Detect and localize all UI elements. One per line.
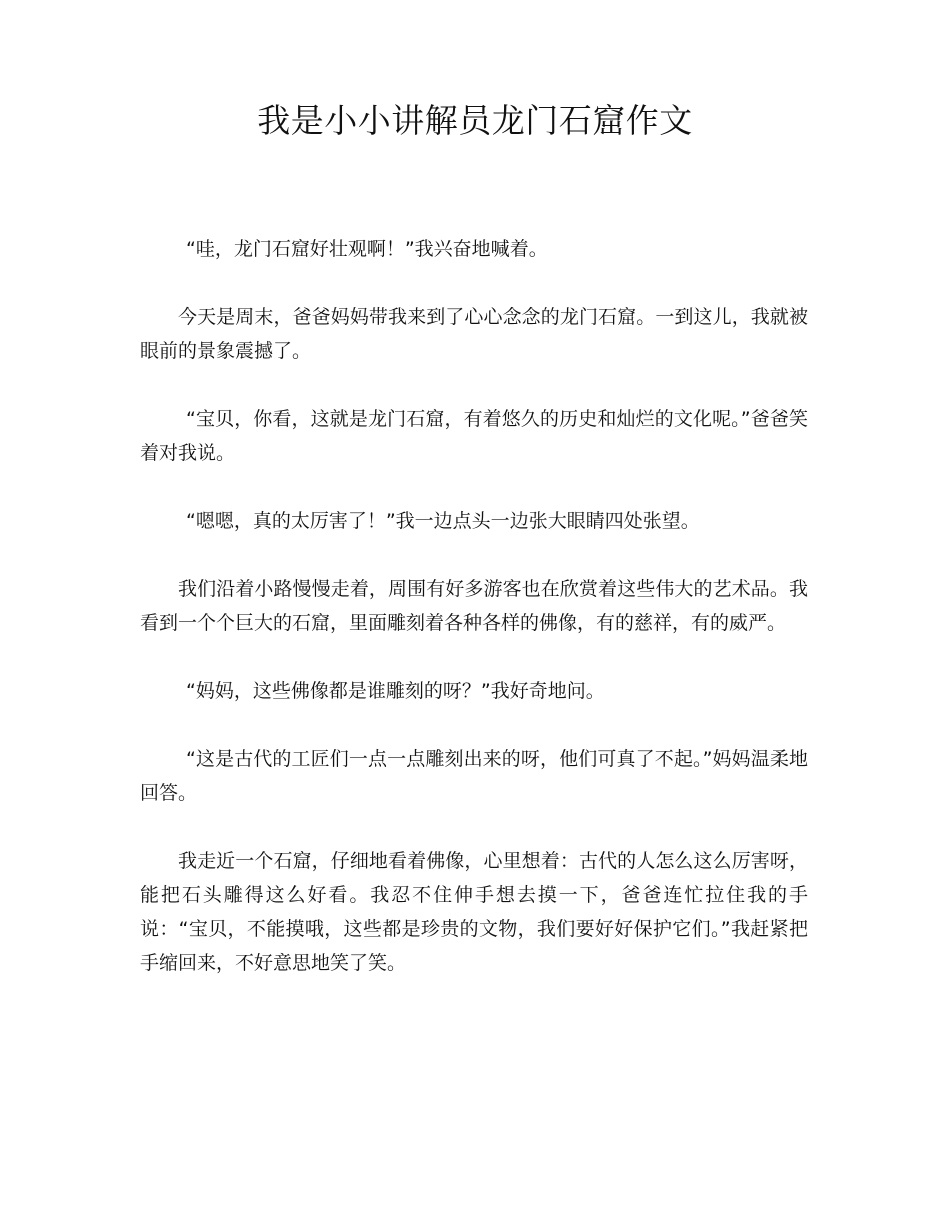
document-title: 我是小小讲解员龙门石窟作文 [257, 101, 693, 140]
paragraph: 我们沿着小路慢慢走着，周围有好多游客也在欣赏着这些伟大的艺术品。我看到一个个巨大的石窟，里面雕刻着各种各样的佛像，有的慈祥，有的威严。 [140, 578, 808, 634]
paragraph: “嗯嗯，真的太厉害了！”我一边点头一边张大眼睛四处张望。 [186, 510, 700, 532]
paragraph: “宝贝，你看，这就是龙门石窟，有着悠久的历史和灿烂的文化呢。”爸爸笑着对我说。 [140, 408, 808, 464]
paragraph: “哇，龙门石窟好壮观啊！”我兴奋地喊着。 [186, 238, 548, 260]
paragraph: 今天是周末，爸爸妈妈带我来到了心心念念的龙门石窟。一到这儿，我就被眼前的景象震撼了。 [140, 306, 808, 362]
paragraph: “这是古代的工匠们一点一点雕刻出来的呀，他们可真了不起。”妈妈温柔地回答。 [140, 748, 808, 804]
document-body [140, 232, 808, 1014]
paragraph: 我走近一个石窟，仔细地看着佛像，心里想着：古代的人怎么这么厉害呀，能把石头雕得这么好看。我忍不住伸手想去摸一下，爸爸连忙拉住我的手说：“宝贝，不能摸哦，这些都是珍贵的文物，我们要好好保护它们。”我赶紧把手缩回来，不好意思地笑了笑。 [140, 850, 808, 974]
paragraph: “妈妈，这些佛像都是谁雕刻的呀？”我好奇地问。 [186, 680, 605, 702]
